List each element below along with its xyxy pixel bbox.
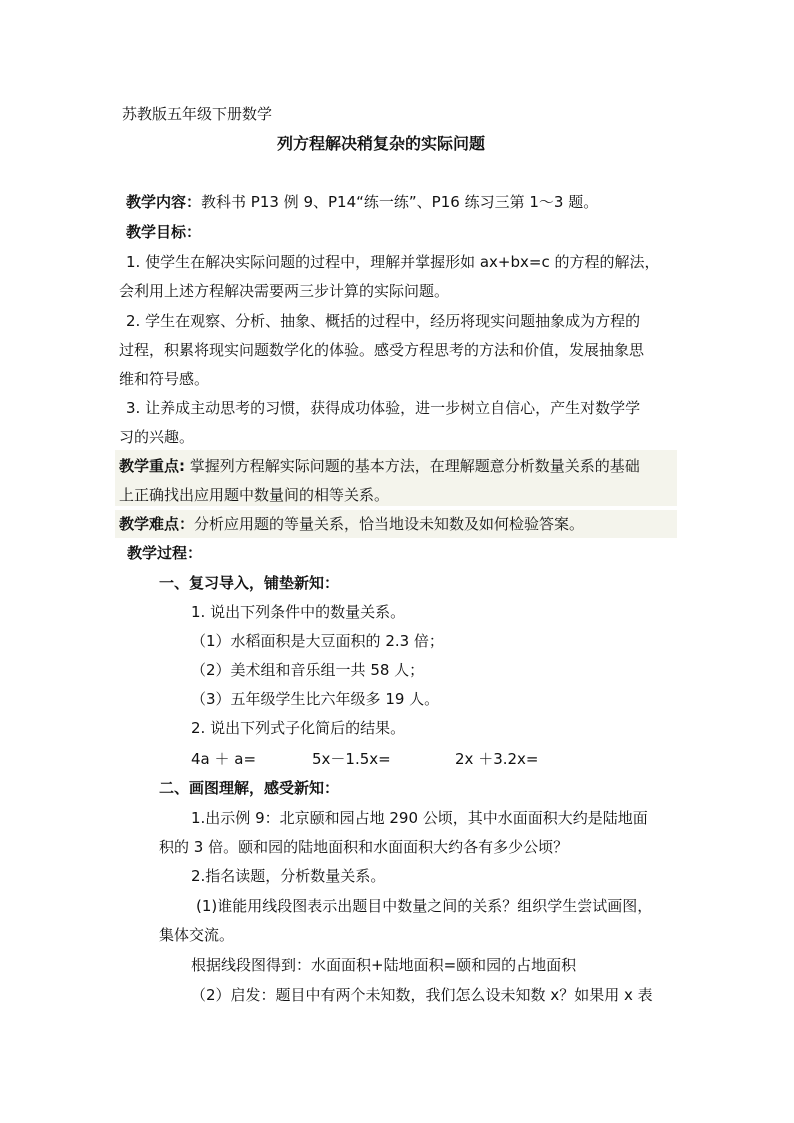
expression-2: 5x－1.5x= bbox=[312, 750, 391, 768]
header-label: 苏教版五年级下册数学 bbox=[122, 105, 273, 123]
goal-1-line-1: 1. 使学生在解决实际问题的过程中，理解并掌握形如 ax+bx=c 的方程的解法， bbox=[126, 253, 660, 271]
goal-3-line-1: 3. 让养成主动思考的习惯，获得成功体验，进一步树立自信心，产生对数学学 bbox=[126, 399, 641, 417]
example-9-line-1: 1.出示例 9：北京颐和园占地 290 公顷，其中水面面积大约是陆地面 bbox=[191, 809, 648, 827]
example-9-line-2: 积的 3 倍。颐和园的陆地面积和水面面积大约各有多少公顷？ bbox=[159, 838, 569, 856]
goal-2-line-3: 维和符号感。 bbox=[119, 370, 210, 388]
key-point-line-1 bbox=[119, 456, 640, 476]
content-label: 教学内容： bbox=[126, 193, 202, 211]
section-1-item-a: （1）水稻面积是大豆面积的 2.3 倍； bbox=[191, 632, 444, 650]
content-text: 教科书 P13 例 9、P14“练一练”、P16 练习三第 1～3 题。 bbox=[201, 193, 599, 211]
expression-1: 4a ＋ a= bbox=[191, 750, 257, 768]
difficulty-text: 分析应用题的等量关系，恰当地设未知数及如何检验答案。 bbox=[194, 515, 585, 533]
process-label: 教学过程： bbox=[127, 544, 203, 562]
goal-3-line-2: 习的兴趣。 bbox=[119, 428, 195, 446]
section-2-item-2: 2.指名读题，分析数量关系。 bbox=[191, 867, 386, 885]
expression-3: 2x ＋3.2x= bbox=[455, 750, 539, 768]
goal-2-line-2: 过程，积累将现实问题数学化的体验。感受方程思考的方法和价值，发展抽象思 bbox=[119, 341, 645, 359]
goal-1-line-2: 会利用上述方程解决需要两三步计算的实际问题。 bbox=[119, 282, 450, 300]
section-2-sub-2: （2）启发：题目中有两个未知数，我们怎么设未知数 x？如果用 x 表 bbox=[191, 986, 653, 1004]
section-1-heading: 一、复习导入，铺垫新知： bbox=[159, 574, 340, 592]
section-1-item-c: （3）五年级学生比六年级多 19 人。 bbox=[191, 690, 440, 708]
key-point-label: 教学重点: bbox=[119, 457, 185, 475]
section-1-item-1: 1. 说出下列条件中的数量关系。 bbox=[191, 603, 406, 621]
difficulty-line bbox=[119, 514, 584, 534]
key-point-line-2: 上正确找出应用题中数量间的相等关系。 bbox=[119, 486, 390, 504]
section-2-sub-1-line-2: 集体交流。 bbox=[159, 926, 235, 944]
goals-label: 教学目标： bbox=[126, 223, 202, 241]
section-1-item-2: 2. 说出下列式子化简后的结果。 bbox=[191, 719, 406, 737]
section-2-sub-1-line-1: (1)谁能用线段图表示出题目中数量之间的关系？组织学生尝试画图， bbox=[196, 897, 653, 915]
section-1-item-b: （2）美术组和音乐组一共 58 人； bbox=[191, 661, 425, 679]
relation-statement: 根据线段图得到：水面面积+陆地面积=颐和园的占地面积 bbox=[191, 956, 577, 974]
section-2-heading: 二、画图理解，感受新知： bbox=[159, 779, 340, 797]
document-title: 列方程解决稍复杂的实际问题 bbox=[277, 134, 486, 153]
content-paragraph bbox=[126, 192, 598, 212]
goal-2-line-1: 2. 学生在观察、分析、抽象、概括的过程中，经历将现实问题抽象成为方程的 bbox=[126, 312, 641, 330]
difficulty-label: 教学难点： bbox=[119, 515, 195, 533]
key-point-text-1: 掌握列方程解实际问题的基本方法，在理解题意分析数量关系的基础 bbox=[185, 457, 640, 475]
